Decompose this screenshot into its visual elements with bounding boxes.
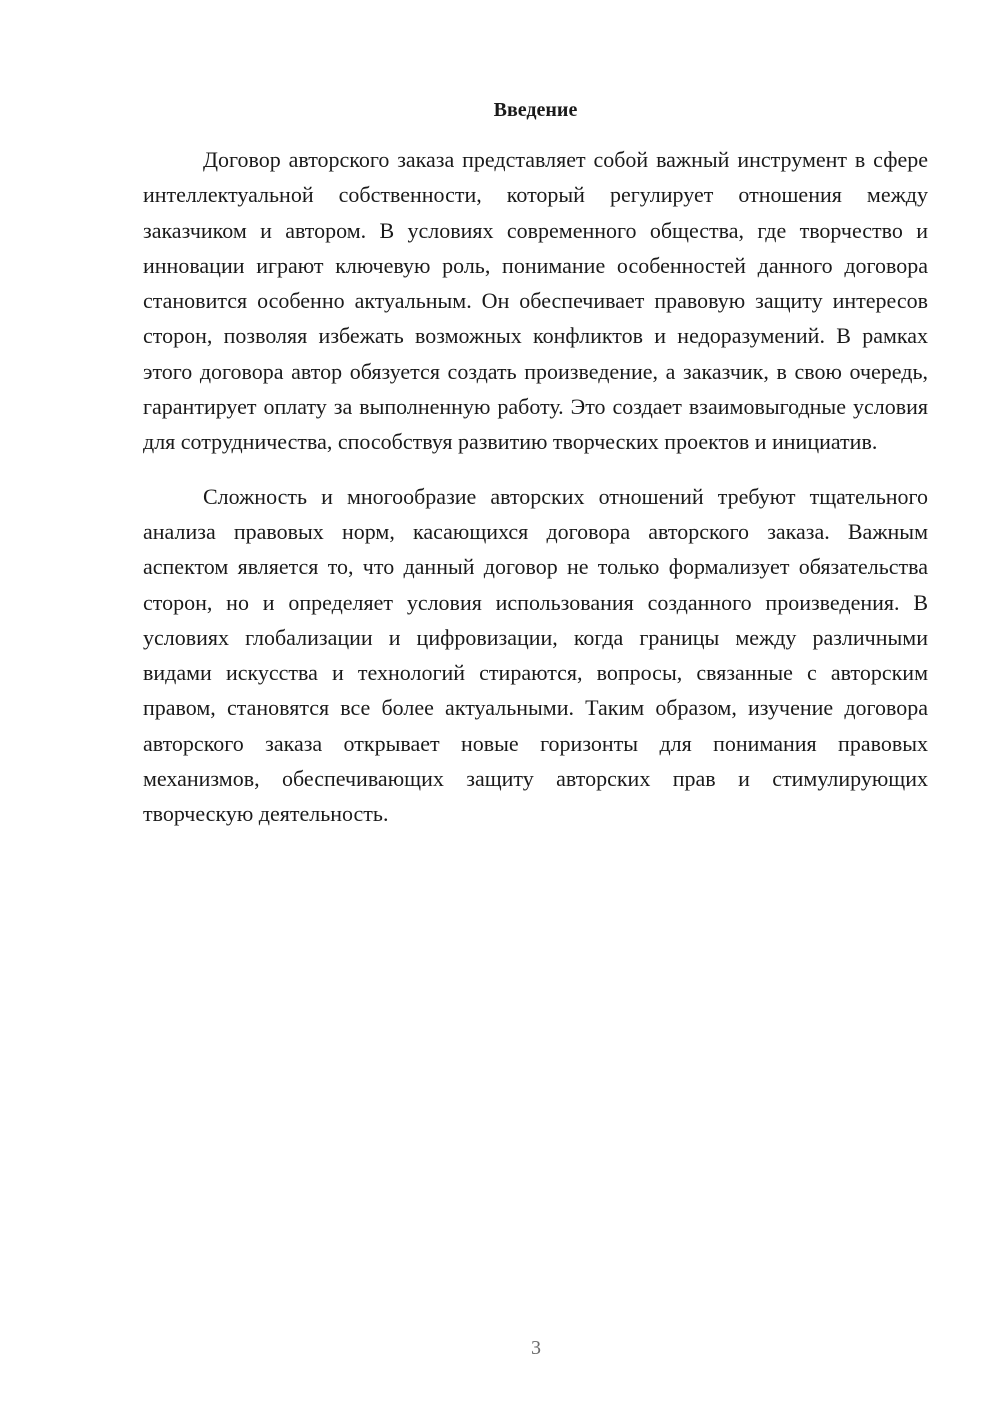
paragraph-1: Договор авторского заказа представляет собой важный инструмент в сфере интеллектуальной собственности, который регулирует отношения между заказчиком и автором. В условиях современного общества, где творчество и инновации играют ключевую роль, понимание особенностей данного договора становится особенно актуальным. Он обеспечивает правовую защиту интересов сторон, позволяя избежать возможных конфликтов и недоразумений. В рамках этого договора автор обязуется создать произведение, а заказчик, в свою очередь, гарантирует оплату за выполненную работу. Это создает взаимовыгодные условия для сотрудничества, способствуя развитию творческих проектов и инициатив.: [143, 147, 928, 455]
document-body: [143, 142, 928, 832]
page-title: Введение: [493, 99, 578, 121]
paragraph-2: Сложность и многообразие авторских отношений требуют тщательного анализа правовых норм, касающихся договора авторского заказа. Важным аспектом является то, что данный договор не только формализует обязательства сторон, но и определяет условия использования созданного произведения. В условиях глобализации и цифровизации, когда границы между различными видами искусства и технологий стираются, вопросы, связанные с авторским правом, становятся все более актуальными. Таким образом, изучение договора авторского заказа открывает новые горизонты для понимания правовых механизмов, обеспечивающих защиту авторских прав и стимулирующих творческую деятельность.: [143, 483, 928, 827]
page-number: 3: [531, 1337, 541, 1359]
